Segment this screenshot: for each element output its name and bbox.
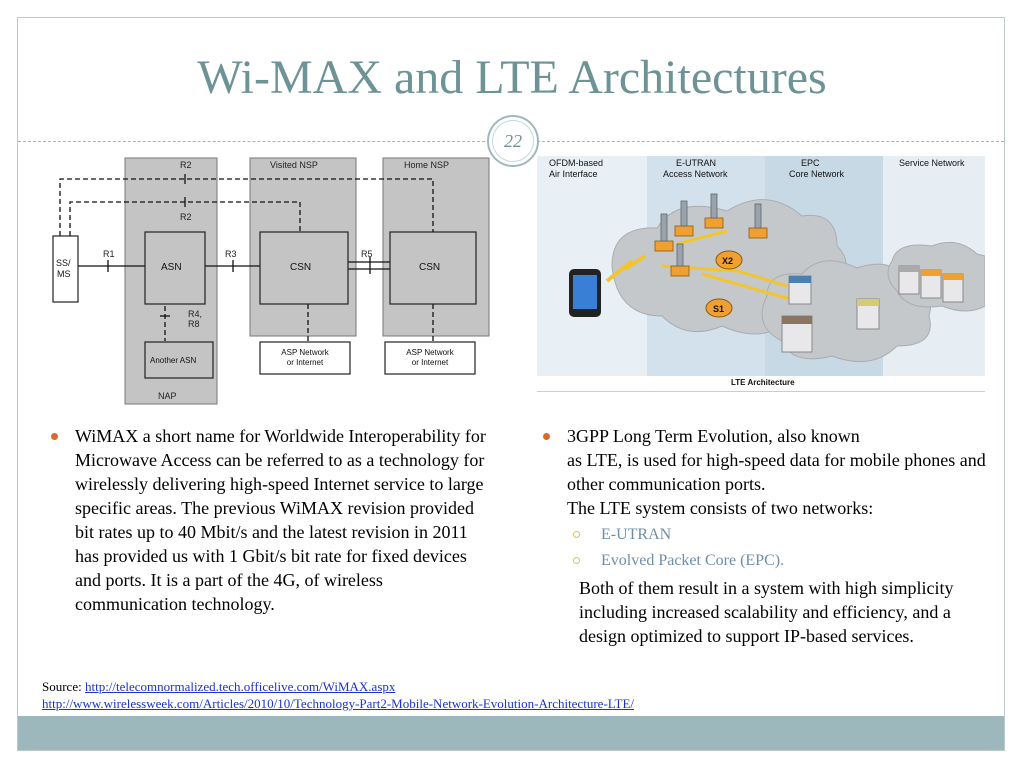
home-nsp-label: Home NSP (404, 160, 450, 170)
asp-visited-label-2: or Internet (286, 358, 324, 367)
asp-visited-label-1: ASP Network (281, 348, 329, 357)
r2-top-label: R2 (180, 160, 192, 170)
sub-bullet-icon (573, 557, 580, 564)
r3-label: R3 (225, 249, 237, 259)
another-asn-label: Another ASN (150, 356, 197, 365)
sub-item-eutran: E-UTRAN (540, 524, 990, 546)
band-label-eutran-2: Access Network (663, 169, 728, 179)
band-label-epc-2: Core Network (789, 169, 845, 179)
sources (42, 678, 1002, 712)
lte-bullet (540, 424, 990, 520)
r8-label: R8 (188, 319, 200, 329)
source-link-wimax[interactable]: http://telecomnormalized.tech.officelive.com/WiMAX.aspx (84, 679, 396, 694)
sub-bullet-icon (573, 531, 580, 538)
asn-label: ASN (161, 262, 182, 273)
csn-visited-label: CSN (290, 262, 312, 273)
source-link-lte[interactable]: http://www.wirelessweek.com/Articles/2010/10/Technology-Part2-Mobile-Network-Evolution-Architecture-LTE/ (42, 696, 635, 711)
x2-label: X2 (722, 256, 734, 266)
bullet-icon (51, 433, 58, 440)
lte-architecture-diagram (537, 156, 985, 392)
csn-home-label: CSN (419, 262, 441, 273)
r2-bottom-label: R2 (180, 212, 192, 222)
footer-bar (18, 716, 1004, 750)
ssms-label-1: SS/ (56, 258, 71, 268)
lte-caption: LTE Architecture (731, 378, 795, 387)
wimax-bullet (48, 424, 488, 616)
band-label-service: Service Network (899, 158, 965, 168)
band-label-air-2: Air Interface (549, 169, 598, 179)
lte-bullet-line2: as LTE, is used for high-speed data for mobile phones and other communication ports. (567, 450, 986, 494)
wimax-bullet-text: WiMAX a short name for Worldwide Interoperability for Microwave Access can be referred to as a technology for wirelessly delivering high-speed Internet service to large specific areas. The previous WiMAX revision provided bit rates up to 40 Mbit/s and the latest revision in 2011 has provided us with 1 Gbit/s bit rate for fixed devices and ports. It is a part of the 4G, of wireless communication technology. (75, 426, 486, 614)
lte-bullet-line3: The LTE system consists of two networks: (567, 498, 874, 518)
band-label-epc-1: EPC (801, 158, 820, 168)
band-label-eutran-1: E-UTRAN (676, 158, 716, 168)
asp-home-label-1: ASP Network (406, 348, 454, 357)
sub-item-epc: Evolved Packet Core (EPC). (540, 550, 990, 572)
wimax-description (48, 424, 488, 616)
visited-nsp-label: Visited NSP (270, 160, 318, 170)
slide-title: Wi-MAX and LTE Architectures (197, 51, 827, 104)
lte-description (540, 424, 990, 648)
wimax-architecture-diagram (48, 156, 494, 406)
nap-label: NAP (158, 391, 177, 401)
lte-closing-paragraph: Both of them result in a system with high simplicity including increased scalability and efficiency, and a design optimized to support IP-based services. (579, 578, 954, 646)
r1-label: R1 (103, 249, 115, 259)
s1-label: S1 (713, 304, 725, 314)
r5-label: R5 (361, 249, 373, 259)
bullet-icon (543, 433, 550, 440)
lte-bullet-line1: 3GPP Long Term Evolution, also known (567, 426, 860, 446)
slide-number-badge: 22 (487, 115, 539, 167)
r4-label: R4, (188, 309, 203, 319)
ssms-label-2: MS (57, 269, 71, 279)
sources-label: Source: (42, 679, 82, 694)
asp-home-label-2: or Internet (411, 358, 449, 367)
band-label-air-1: OFDM-based (549, 158, 604, 168)
